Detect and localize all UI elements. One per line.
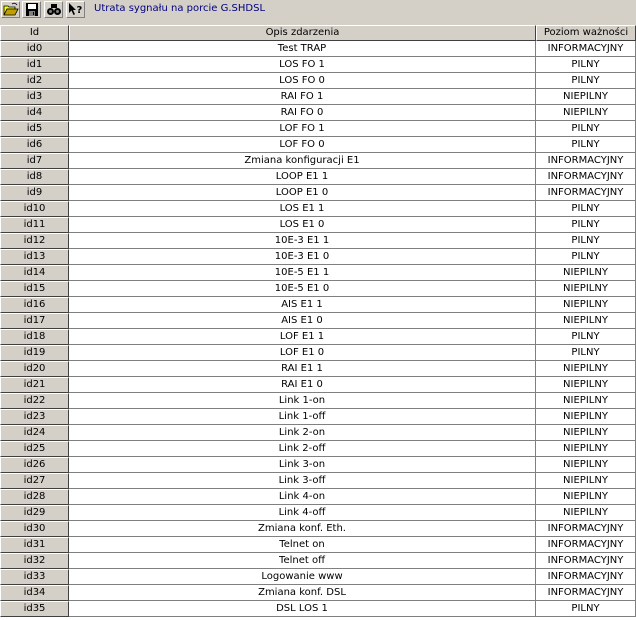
table-row[interactable] [0,297,636,313]
row-description[interactable]: Zmiana konf. Eth. [69,521,536,537]
table-row[interactable] [0,57,636,73]
row-severity[interactable]: INFORMACYJNY [536,521,636,537]
row-id[interactable]: id20 [0,361,69,377]
table-row[interactable] [0,489,636,505]
row-description[interactable]: LOS FO 0 [69,73,536,89]
table-header [0,25,636,41]
table-row[interactable] [0,233,636,249]
row-id[interactable]: id8 [0,169,69,185]
row-description[interactable]: 10E-5 E1 1 [69,265,536,281]
table-row[interactable] [0,329,636,345]
row-description[interactable]: LOF FO 0 [69,137,536,153]
row-description[interactable]: Link 3-off [69,473,536,489]
row-description[interactable]: AIS E1 0 [69,313,536,329]
column-header-id[interactable]: Id [0,25,69,41]
row-severity[interactable]: INFORMACYJNY [536,553,636,569]
row-description[interactable]: Link 4-on [69,489,536,505]
table-row[interactable] [0,457,636,473]
row-description[interactable]: Zmiana konfiguracji E1 [69,153,536,169]
row-severity[interactable]: INFORMACYJNY [536,569,636,585]
table-row[interactable] [0,377,636,393]
row-id[interactable]: id29 [0,505,69,521]
row-id[interactable]: id26 [0,457,69,473]
row-id[interactable]: id15 [0,281,69,297]
table-row[interactable] [0,217,636,233]
table-row[interactable] [0,585,636,601]
row-severity[interactable]: PILNY [536,329,636,345]
row-description[interactable]: LOS E1 1 [69,201,536,217]
row-description[interactable]: RAI E1 1 [69,361,536,377]
table-row[interactable] [0,281,636,297]
row-description[interactable]: Link 1-on [69,393,536,409]
row-severity[interactable]: NIEPILNY [536,377,636,393]
row-id[interactable]: id5 [0,121,69,137]
row-severity[interactable]: NIEPILNY [536,105,636,121]
table-row[interactable] [0,169,636,185]
table-row[interactable] [0,153,636,169]
table-row[interactable] [0,521,636,537]
row-id[interactable]: id25 [0,441,69,457]
table-row[interactable] [0,185,636,201]
row-severity[interactable]: NIEPILNY [536,489,636,505]
row-description[interactable]: Telnet on [69,537,536,553]
row-description[interactable]: LOF E1 0 [69,345,536,361]
row-description[interactable]: 10E-5 E1 0 [69,281,536,297]
table-row[interactable] [0,393,636,409]
row-id[interactable]: id32 [0,553,69,569]
row-id[interactable]: id0 [0,41,69,57]
context-help-button[interactable] [66,1,85,18]
row-id[interactable]: id14 [0,265,69,281]
row-severity[interactable]: NIEPILNY [536,457,636,473]
row-id[interactable]: id34 [0,585,69,601]
row-id[interactable]: id12 [0,233,69,249]
row-description[interactable]: Link 3-on [69,457,536,473]
row-severity[interactable]: INFORMACYJNY [536,585,636,601]
table-row[interactable] [0,73,636,89]
row-severity[interactable]: INFORMACYJNY [536,185,636,201]
binoculars-find-icon [46,2,62,17]
row-severity[interactable]: NIEPILNY [536,313,636,329]
row-description[interactable]: AIS E1 1 [69,297,536,313]
row-severity[interactable]: PILNY [536,121,636,137]
row-id[interactable]: id28 [0,489,69,505]
table-row[interactable] [0,505,636,521]
row-description[interactable]: Link 2-on [69,425,536,441]
event-table[interactable] [0,25,636,620]
table-row[interactable] [0,601,636,617]
table-row[interactable] [0,265,636,281]
row-severity[interactable]: NIEPILNY [536,505,636,521]
row-id[interactable]: id2 [0,73,69,89]
row-id[interactable]: id9 [0,185,69,201]
row-severity[interactable]: PILNY [536,73,636,89]
table-row[interactable] [0,137,636,153]
row-id[interactable]: id11 [0,217,69,233]
row-severity[interactable]: INFORMACYJNY [536,41,636,57]
toolbar [0,0,636,20]
status-text: Utrata sygnału na porcie G.SHDSL [94,3,266,14]
column-header-severity[interactable]: Poziom ważności [536,25,636,41]
table-row[interactable] [0,537,636,553]
row-severity[interactable]: NIEPILNY [536,441,636,457]
table-row[interactable] [0,249,636,265]
row-severity[interactable]: INFORMACYJNY [536,169,636,185]
table-row[interactable] [0,425,636,441]
row-description[interactable]: Link 4-off [69,505,536,521]
row-description[interactable]: RAI E1 0 [69,377,536,393]
row-severity[interactable]: NIEPILNY [536,393,636,409]
row-id[interactable]: id30 [0,521,69,537]
table-row[interactable] [0,441,636,457]
table-row[interactable] [0,41,636,57]
row-severity[interactable]: PILNY [536,233,636,249]
row-description[interactable]: LOF FO 1 [69,121,536,137]
row-id[interactable]: id3 [0,89,69,105]
save-button[interactable] [22,1,41,18]
row-description[interactable]: Link 1-off [69,409,536,425]
row-description[interactable]: 10E-3 E1 1 [69,233,536,249]
row-description[interactable]: Test TRAP [69,41,536,57]
row-id[interactable]: id10 [0,201,69,217]
row-description[interactable]: Zmiana konf. DSL [69,585,536,601]
table-row[interactable] [0,553,636,569]
open-folder-icon [3,2,19,17]
table-row[interactable] [0,121,636,137]
row-id[interactable]: id16 [0,297,69,313]
table-row[interactable] [0,569,636,585]
row-severity[interactable]: PILNY [536,217,636,233]
row-id[interactable]: id18 [0,329,69,345]
row-id[interactable]: id22 [0,393,69,409]
table-row[interactable] [0,201,636,217]
row-description[interactable]: RAI FO 1 [69,89,536,105]
row-description[interactable]: LOOP E1 0 [69,185,536,201]
table-row[interactable] [0,409,636,425]
row-id[interactable]: id19 [0,345,69,361]
row-id[interactable]: id35 [0,601,69,617]
row-severity[interactable]: PILNY [536,601,636,617]
row-id[interactable]: id31 [0,537,69,553]
row-severity[interactable]: NIEPILNY [536,297,636,313]
row-severity[interactable]: PILNY [536,57,636,73]
find-button[interactable] [44,1,63,18]
row-id[interactable]: id23 [0,409,69,425]
row-id[interactable]: id17 [0,313,69,329]
row-id[interactable]: id1 [0,57,69,73]
open-button[interactable] [1,1,20,18]
table-row[interactable] [0,473,636,489]
row-id[interactable]: id21 [0,377,69,393]
row-description[interactable]: Link 2-off [69,441,536,457]
row-id[interactable]: id27 [0,473,69,489]
row-description[interactable]: DSL LOS 1 [69,601,536,617]
svg-text:?: ? [76,5,83,16]
row-severity[interactable]: PILNY [536,201,636,217]
table-row[interactable] [0,105,636,121]
table-row[interactable] [0,313,636,329]
column-header-description[interactable]: Opis zdarzenia [69,25,536,41]
row-description[interactable]: LOS E1 0 [69,217,536,233]
row-id[interactable]: id4 [0,105,69,121]
row-description[interactable]: 10E-3 E1 0 [69,249,536,265]
table-row[interactable] [0,345,636,361]
row-description[interactable]: LOF E1 1 [69,329,536,345]
row-severity[interactable]: INFORMACYJNY [536,537,636,553]
row-severity[interactable]: PILNY [536,345,636,361]
row-id[interactable]: id7 [0,153,69,169]
row-description[interactable]: RAI FO 0 [69,105,536,121]
save-disk-icon [24,2,40,17]
row-severity[interactable]: NIEPILNY [536,361,636,377]
table-row[interactable] [0,89,636,105]
table-row[interactable] [0,361,636,377]
row-id[interactable]: id33 [0,569,69,585]
row-severity[interactable]: NIEPILNY [536,425,636,441]
row-description[interactable]: LOS FO 1 [69,57,536,73]
row-severity[interactable]: NIEPILNY [536,265,636,281]
row-severity[interactable]: NIEPILNY [536,473,636,489]
row-description[interactable]: LOOP E1 1 [69,169,536,185]
row-severity[interactable]: NIEPILNY [536,89,636,105]
row-id[interactable]: id24 [0,425,69,441]
context-help-icon [68,2,84,17]
row-severity[interactable]: PILNY [536,249,636,265]
row-id[interactable]: id13 [0,249,69,265]
row-id[interactable]: id6 [0,137,69,153]
row-severity[interactable]: NIEPILNY [536,409,636,425]
row-description[interactable]: Logowanie www [69,569,536,585]
row-severity[interactable]: INFORMACYJNY [536,153,636,169]
row-severity[interactable]: PILNY [536,137,636,153]
row-severity[interactable]: NIEPILNY [536,281,636,297]
row-description[interactable]: Telnet off [69,553,536,569]
